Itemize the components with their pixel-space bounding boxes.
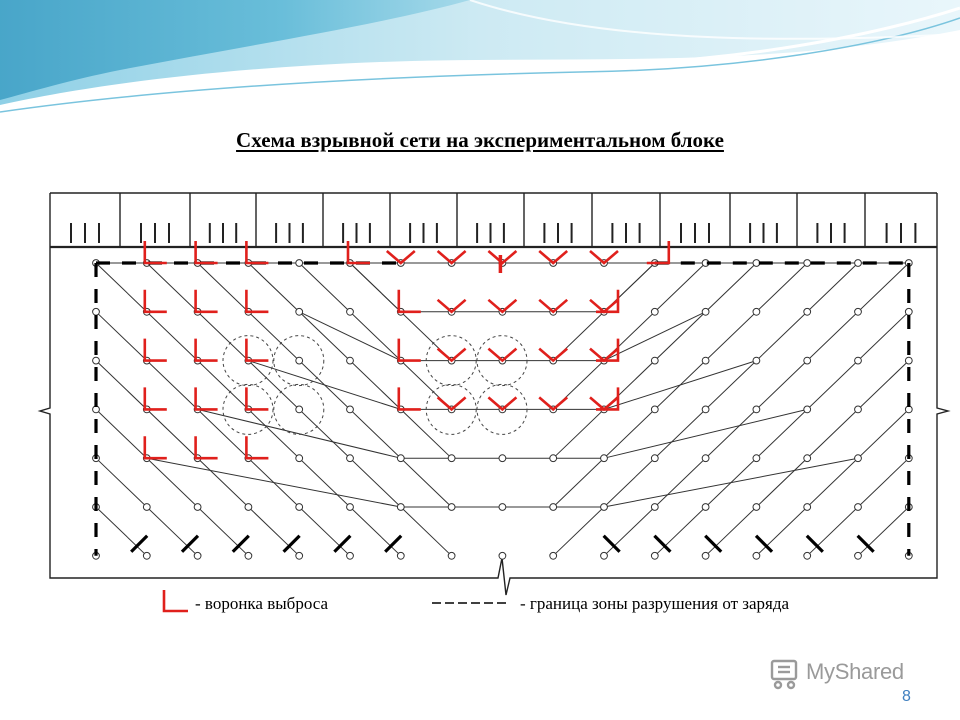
- blast-hole: [397, 455, 404, 462]
- blast-hole: [499, 552, 506, 559]
- blast-hole: [651, 357, 658, 364]
- blast-hole: [753, 504, 760, 511]
- blast-hole: [550, 504, 557, 511]
- blast-hole: [855, 260, 862, 267]
- blast-hole: [855, 406, 862, 413]
- blast-hole: [245, 504, 252, 511]
- slide-title: Схема взрывной сети на экспериментальном блоке: [236, 128, 724, 152]
- blast-hole: [296, 357, 303, 364]
- blast-hole: [397, 504, 404, 511]
- blast-hole: [804, 308, 811, 315]
- blast-hole: [702, 406, 709, 413]
- blast-hole: [905, 308, 912, 315]
- blast-hole: [296, 455, 303, 462]
- blast-hole: [702, 552, 709, 559]
- blast-hole: [550, 455, 557, 462]
- blast-hole: [347, 504, 354, 511]
- blast-hole: [347, 308, 354, 315]
- blast-hole: [804, 357, 811, 364]
- blast-hole: [296, 260, 303, 267]
- blast-hole: [296, 504, 303, 511]
- blast-hole: [753, 357, 760, 364]
- blast-hole: [804, 552, 811, 559]
- blast-hole: [651, 504, 658, 511]
- blast-hole: [651, 455, 658, 462]
- blast-hole: [448, 552, 455, 559]
- blast-hole: [347, 406, 354, 413]
- blast-hole: [550, 552, 557, 559]
- blast-hole: [804, 504, 811, 511]
- legend-crater-label: - воронка выброса: [195, 594, 329, 613]
- blast-hole: [601, 504, 608, 511]
- blast-hole: [448, 504, 455, 511]
- blast-hole: [347, 357, 354, 364]
- blast-hole: [245, 552, 252, 559]
- blast-hole: [347, 455, 354, 462]
- blast-hole: [143, 552, 150, 559]
- blast-hole: [601, 552, 608, 559]
- blast-hole: [753, 308, 760, 315]
- blast-hole: [855, 504, 862, 511]
- blast-hole: [143, 504, 150, 511]
- blast-hole: [855, 357, 862, 364]
- watermark-text: MyShared: [806, 659, 904, 684]
- blast-hole: [753, 455, 760, 462]
- blast-hole: [651, 308, 658, 315]
- legend-zone-label: - граница зоны разрушения от заряда: [520, 594, 790, 613]
- blast-hole: [753, 260, 760, 267]
- blast-hole: [296, 552, 303, 559]
- blast-hole: [93, 308, 100, 315]
- blast-hole: [905, 406, 912, 413]
- blast-network-scheme: [30, 185, 955, 630]
- blast-hole: [296, 308, 303, 315]
- blast-hole: [702, 455, 709, 462]
- blast-hole: [753, 406, 760, 413]
- cart-icon: [772, 661, 796, 688]
- blast-hole: [651, 406, 658, 413]
- blast-hole: [448, 455, 455, 462]
- blast-hole: [702, 357, 709, 364]
- slide-number: 8: [902, 688, 911, 705]
- blast-hole: [397, 552, 404, 559]
- header-banner: [0, 0, 960, 130]
- blast-hole: [296, 406, 303, 413]
- blast-hole: [804, 406, 811, 413]
- blast-hole: [804, 260, 811, 267]
- blast-hole: [194, 504, 201, 511]
- blast-hole: [804, 455, 811, 462]
- blast-hole: [702, 504, 709, 511]
- blast-hole: [499, 504, 506, 511]
- blast-hole: [753, 552, 760, 559]
- blast-hole: [855, 308, 862, 315]
- blast-hole: [499, 455, 506, 462]
- blast-hole: [702, 308, 709, 315]
- blast-hole: [855, 455, 862, 462]
- blast-hole: [93, 406, 100, 413]
- blast-hole: [347, 552, 354, 559]
- blast-hole: [194, 552, 201, 559]
- blast-hole: [93, 357, 100, 364]
- blast-hole: [601, 455, 608, 462]
- blast-hole: [855, 552, 862, 559]
- blast-hole: [651, 552, 658, 559]
- blast-hole: [905, 357, 912, 364]
